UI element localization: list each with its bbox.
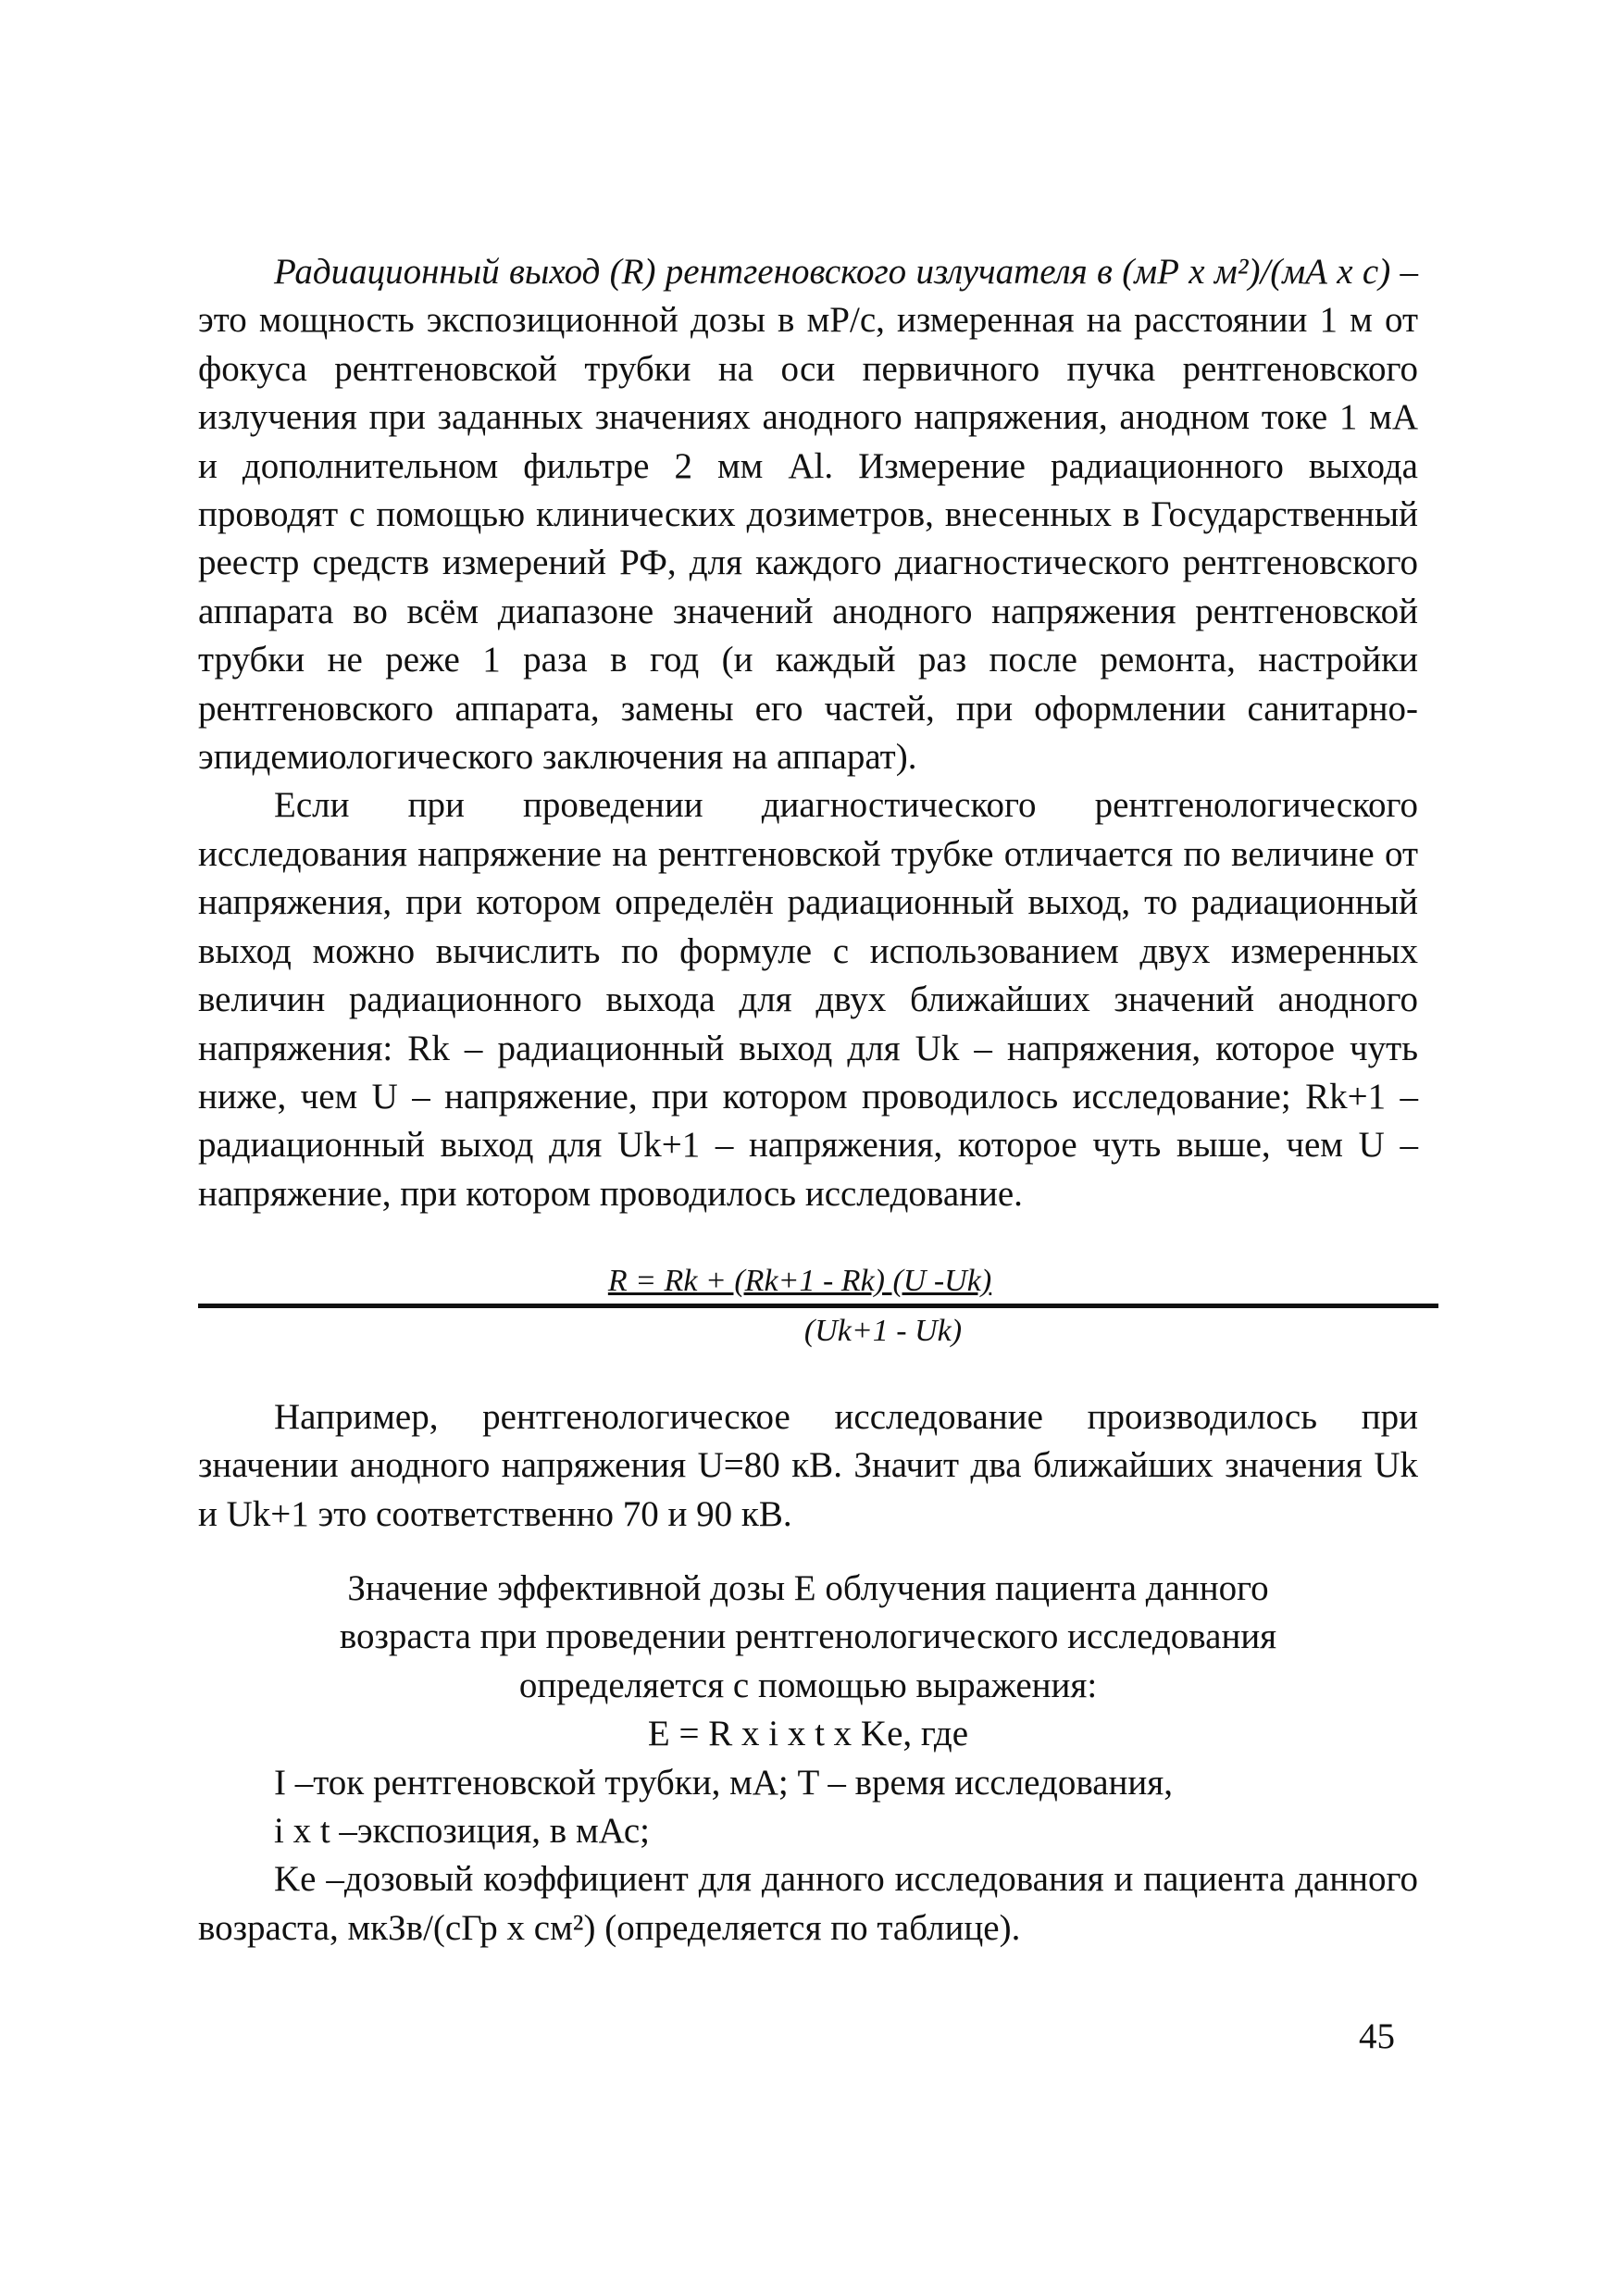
formula-numerator: R = Rk + (Rk+1 - Rk) (U -Uk) [607,1264,992,1298]
radiation-output-formula [198,1261,1438,1354]
dose-line-1: Значение эффективной дозы E облучения пациента данного [347,1568,1269,1608]
definition-exposure: i x t –экспозиция, в мАс; [274,1811,650,1852]
dose-line-2: возраста при проведении рентгенологического исследования [339,1616,1277,1657]
definition-current: I –ток рентгеновской трубки, мА; T – время исследования, [274,1762,1173,1803]
body-text [198,248,1418,1218]
term-definition-heading: Радиационный выход (R) рентгеновского излучателя в (мР х м²)/(мА х с) [274,252,1391,292]
intro-paragraph [198,248,1418,781]
page-number: 45 [1359,2016,1395,2056]
example-paragraph [198,1393,1418,1539]
example-text: Например, рентгенологическое исследование производилось при значении анодного напряжения U=80 кВ. Значит два ближайших значения Uk и Uk+1 это соответственно 70 и 90 кВ. [198,1397,1418,1534]
formula-rule [198,1304,1438,1308]
dose-line-3: определяется с помощью выражения: [518,1665,1098,1705]
effective-dose-section [198,1565,1418,1953]
definition-coefficient: Ke –дозовый коэффициент для данного исследования и пациента данного возраста, мкЗв/(сГр х см²) (определяется по таблице). [198,1859,1418,1948]
formula-denominator: (Uk+1 - Uk) [803,1314,963,1348]
paragraph-2: Если при проведении диагностического рентгенологического исследования напряжение на рентгеновской трубке отличается по величине от напряжения, при котором определён радиационный выход, то радиационный выход можно вычислить по формуле с использованием двух измеренных величин радиационного выхода для двух ближайших значений анодного напряжения: Rk – радиационный выход для Uk – напряжения, которое чуть ниже, чем U – напряжение, при котором проводилось исследование; Rk+1 – радиационный выход для Uk+1 – напряжения, которое чуть выше, чем U – напряжение, при котором проводилось исследование. [198,785,1418,1214]
intro-text: – это мощность экспозиционной дозы в мР/с, измеренная на расстоянии 1 м от фокуса рентгеновской трубки на оси первичного пучка рентгеновского излучения при заданных значениях анодного напряжения, анодном токе 1 мА и дополнительном фильтре 2 мм Al. Измерение радиационного выхода проводят с помощью клинических дозиметров, внесенных в Государственный реестр средств измерений РФ, для каждого диагностического рентгеновского аппарата во всём диапазоне значений анодного напряжения рентгеновской трубки не реже 1 раза в год (и каждый раз после ремонта, настройки рентгеновского аппарата, замены его частей, при оформлении санитарно-эпидемиологического заключения на аппарат). [198,252,1419,778]
dose-expression: E = R x i x t x Ke, где [647,1714,969,1754]
